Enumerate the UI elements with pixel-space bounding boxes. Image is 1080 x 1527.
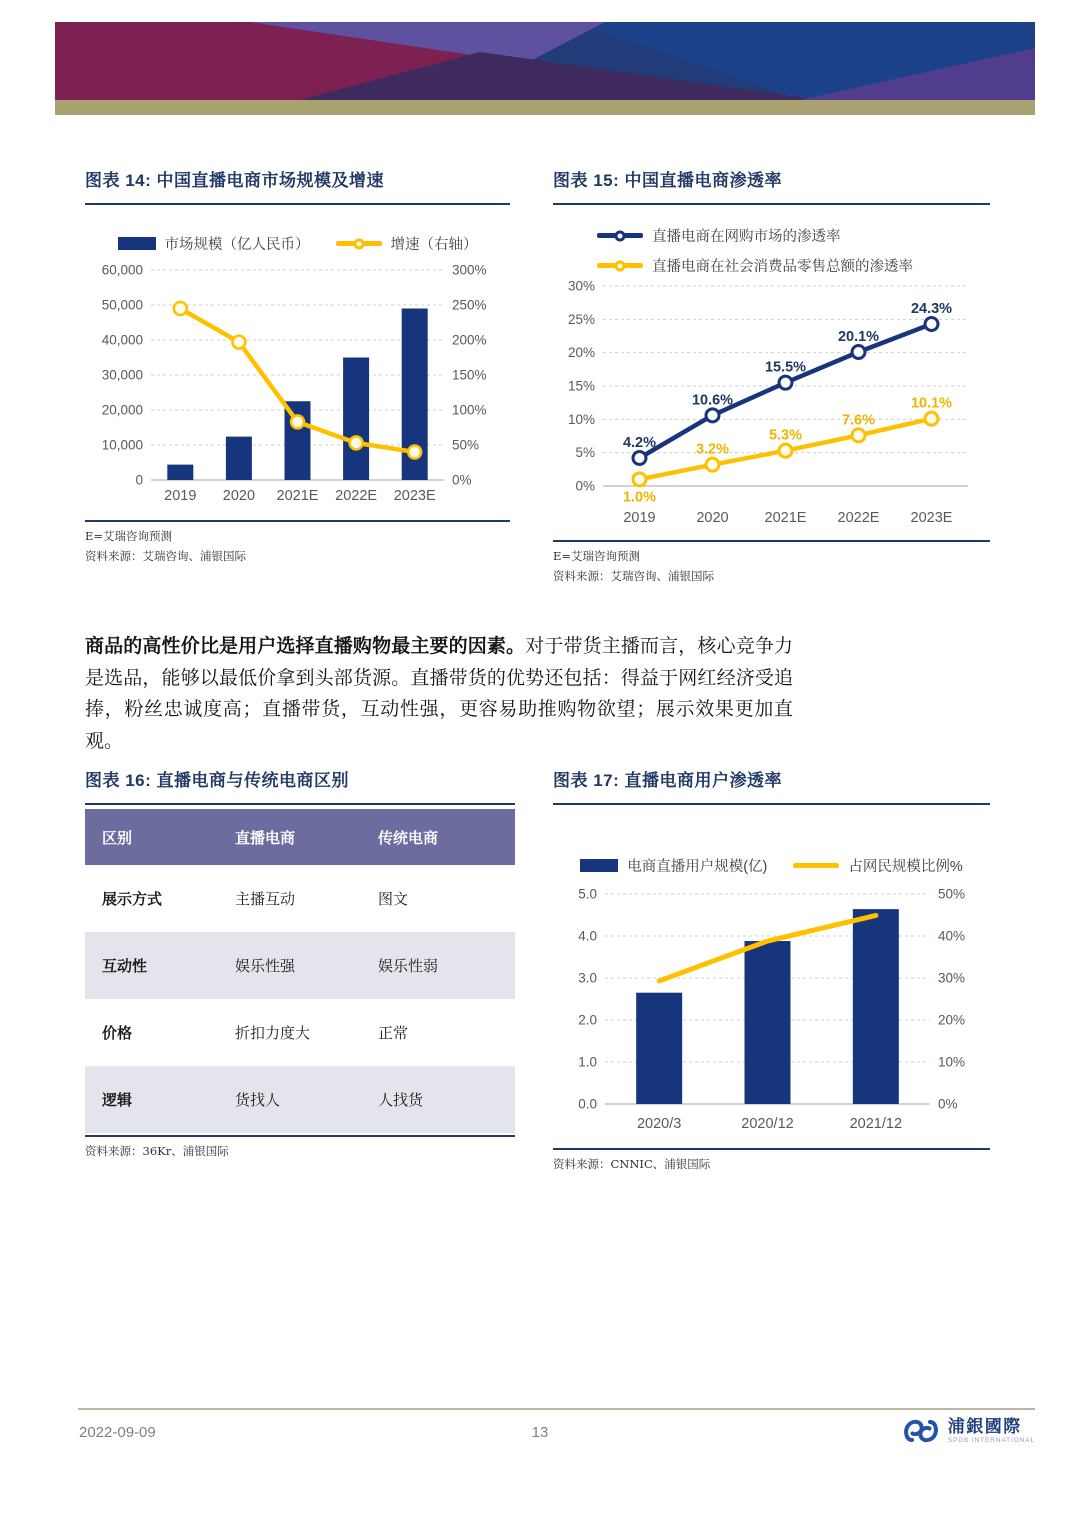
- svg-text:25%: 25%: [567, 311, 595, 327]
- line-swatch: [793, 863, 839, 868]
- line-marker: [779, 376, 792, 389]
- svg-text:150%: 150%: [452, 367, 487, 383]
- svg-text:2023E: 2023E: [910, 510, 953, 526]
- figure-rule: [553, 203, 990, 205]
- data-label: 1.0%: [622, 489, 657, 506]
- figure-rule: [85, 203, 510, 205]
- svg-text:30%: 30%: [938, 970, 966, 986]
- table-row: [85, 1066, 515, 1133]
- table-row: [85, 999, 515, 1066]
- legend-label: 电商直播用户规模(亿): [627, 859, 768, 875]
- svg-text:20,000: 20,000: [101, 402, 143, 418]
- svg-text:300%: 300%: [452, 262, 487, 278]
- table-cell: 展示方式: [102, 891, 163, 908]
- svg-text:2019: 2019: [623, 510, 656, 526]
- table-row: [85, 932, 515, 999]
- svg-text:60,000: 60,000: [101, 262, 143, 278]
- figure-17-legend: [553, 855, 990, 876]
- svg-text:0%: 0%: [452, 472, 472, 488]
- svg-text:5.0: 5.0: [578, 886, 597, 902]
- paragraph-rest: 对于带货主播而言，核心竞争力是选品，能够以最低价拿到头部货源。直播带货的优势还包括：得益于网红经济受追捧，粉丝忠诚度高；直播带货，互动性强，更容易助推购物欲望；展示效果更加直观。: [85, 636, 793, 752]
- brand-name-en: SPDB INTERNATIONAL: [947, 1437, 1035, 1445]
- bar: [636, 993, 682, 1104]
- line-marker: [925, 412, 938, 425]
- figure-rule: [85, 803, 515, 805]
- data-label: 5.3%: [768, 427, 803, 444]
- figure-17-chart: [553, 886, 990, 1138]
- legend-item: [580, 855, 767, 876]
- svg-text:50,000: 50,000: [101, 297, 143, 313]
- table-cell: 逻辑: [102, 1092, 133, 1109]
- bar-swatch: [580, 859, 618, 872]
- table-cell: 人找货: [378, 1092, 424, 1109]
- brand-name-cn: 浦銀國際: [947, 1417, 1022, 1437]
- svg-text:50%: 50%: [938, 886, 966, 902]
- svg-text:30,000: 30,000: [101, 367, 143, 383]
- line-marker: [852, 346, 865, 359]
- figure-16-source: 资料来源：36Kr、浦银国际: [85, 1143, 229, 1158]
- line-marker: [291, 415, 304, 428]
- svg-text:100%: 100%: [452, 402, 487, 418]
- legend-item: [336, 233, 478, 254]
- figure-17-source: 资料来源：CNNIC、浦银国际: [553, 1156, 711, 1171]
- line-marker: [633, 452, 646, 465]
- legend-item: [597, 255, 913, 276]
- footer-brand-text: [948, 1417, 1035, 1444]
- svg-text:10%: 10%: [567, 411, 595, 427]
- figure-16-title: 图表 16: 直播电商与传统电商区别: [85, 771, 350, 790]
- bar: [853, 909, 899, 1104]
- svg-text:5%: 5%: [575, 445, 595, 461]
- data-label: 15.5%: [764, 359, 807, 376]
- line-marker: [350, 436, 363, 449]
- svg-text:20%: 20%: [567, 345, 595, 361]
- svg-text:2021E: 2021E: [764, 510, 807, 526]
- legend-label: 市场规模（亿人民币）: [164, 237, 310, 253]
- table-row: [85, 865, 515, 932]
- body-paragraph: [85, 631, 793, 757]
- spdbi-logo-icon: [903, 1416, 941, 1446]
- figure-rule: [553, 540, 990, 542]
- data-label: 10.6%: [691, 392, 734, 409]
- table-header-row: [85, 809, 515, 865]
- bar-swatch: [118, 237, 156, 250]
- svg-text:2021/12: 2021/12: [849, 1116, 903, 1132]
- legend-item: [118, 233, 310, 254]
- svg-text:2020/12: 2020/12: [741, 1116, 794, 1132]
- line-marker: [408, 446, 421, 459]
- data-label: 7.6%: [841, 412, 876, 429]
- data-label: 10.1%: [910, 395, 953, 412]
- svg-text:2023E: 2023E: [393, 488, 436, 504]
- figure-14-note: E=艾瑞咨询预测: [85, 528, 173, 543]
- line-swatch: [597, 233, 643, 238]
- legend-label: 占网民规模比例%: [848, 859, 963, 875]
- table-header-cell: 直播电商: [235, 829, 296, 847]
- svg-text:2020/3: 2020/3: [636, 1116, 682, 1132]
- line-marker: [174, 302, 187, 315]
- legend-label: 增速（右轴）: [390, 237, 478, 253]
- figure-rule: [85, 520, 510, 522]
- figure-rule: [553, 803, 990, 805]
- figure-14-chart: [85, 262, 510, 510]
- footer-page-number: 13: [531, 1424, 549, 1441]
- svg-text:15%: 15%: [567, 378, 595, 394]
- table-cell: 娱乐性强: [235, 958, 296, 975]
- figure-14-source: 资料来源：艾瑞咨询、浦银国际: [85, 549, 246, 564]
- figure-14-legend: [85, 233, 510, 254]
- table-cell: 娱乐性弱: [378, 958, 439, 975]
- figure-16: [85, 766, 515, 1161]
- svg-text:2022E: 2022E: [335, 488, 378, 504]
- footer-divider: [78, 1408, 1035, 1410]
- legend-label: 直播电商在社会消费品零售总额的渗透率: [652, 259, 913, 275]
- table-cell: 价格: [102, 1025, 133, 1042]
- svg-text:3.0: 3.0: [578, 970, 597, 986]
- svg-text:20%: 20%: [938, 1012, 966, 1028]
- figure-rule: [553, 1148, 990, 1150]
- comparison-table: [85, 809, 515, 1133]
- svg-text:10%: 10%: [938, 1054, 966, 1070]
- marker-dot: [615, 230, 626, 241]
- line-marker: [633, 473, 646, 486]
- data-label: 4.2%: [622, 435, 657, 451]
- line-marker: [232, 336, 245, 349]
- svg-text:0%: 0%: [575, 478, 595, 494]
- table-cell: 货找人: [235, 1092, 281, 1109]
- bar: [343, 358, 369, 481]
- svg-text:40,000: 40,000: [101, 332, 143, 348]
- figure-14-title: 图表 14: 中国直播电商市场规模及增速: [85, 171, 385, 190]
- marker-dot: [353, 238, 364, 249]
- svg-text:0: 0: [135, 472, 143, 488]
- data-label: 3.2%: [695, 441, 730, 458]
- svg-text:2021E: 2021E: [276, 488, 319, 504]
- svg-text:2020: 2020: [222, 488, 256, 504]
- data-label: 20.1%: [837, 329, 880, 345]
- svg-text:40%: 40%: [938, 928, 966, 944]
- figure-15-legend: [553, 225, 990, 276]
- svg-text:2019: 2019: [164, 488, 197, 504]
- figure-15-source: 资料来源：艾瑞咨询、浦银国际: [553, 569, 714, 584]
- figure-17: [553, 766, 990, 1174]
- legend-item: [597, 225, 841, 246]
- data-label: 24.3%: [910, 301, 953, 317]
- header-banner: [55, 22, 1035, 115]
- table-header-cell: 区别: [102, 829, 133, 847]
- table-cell: 正常: [378, 1025, 409, 1042]
- line-swatch: [597, 263, 643, 268]
- svg-text:250%: 250%: [452, 297, 487, 313]
- svg-text:10,000: 10,000: [101, 437, 143, 453]
- banner-art: [55, 22, 1035, 115]
- footer-date: 2022-09-09: [79, 1424, 156, 1441]
- svg-text:200%: 200%: [452, 332, 487, 348]
- svg-text:0%: 0%: [938, 1096, 958, 1112]
- figure-rule: [85, 1135, 515, 1137]
- svg-text:2022E: 2022E: [837, 510, 880, 526]
- figure-15: [553, 166, 990, 587]
- svg-text:50%: 50%: [452, 437, 480, 453]
- paragraph-bold-lead: 商品的高性价比是用户选择直播购物最主要的因素。: [85, 636, 526, 657]
- table-cell: 图文: [378, 891, 409, 908]
- svg-text:30%: 30%: [567, 280, 595, 294]
- figure-15-note: E=艾瑞咨询预测: [553, 548, 641, 563]
- line-marker: [706, 458, 719, 471]
- marker-dot: [615, 260, 626, 271]
- figure-15-title: 图表 15: 中国直播电商渗透率: [553, 171, 783, 190]
- table-cell: 互动性: [102, 958, 148, 975]
- bar: [226, 437, 252, 480]
- line-swatch: [336, 241, 382, 246]
- svg-text:1.0: 1.0: [578, 1054, 597, 1070]
- legend-item: [793, 855, 962, 876]
- bar: [745, 941, 791, 1104]
- figure-15-chart: [553, 280, 990, 532]
- table-header-cell: 传统电商: [378, 829, 439, 847]
- svg-text:2020: 2020: [696, 510, 729, 526]
- table-cell: 折扣力度大: [235, 1025, 311, 1042]
- line-marker: [779, 444, 792, 457]
- line-marker: [706, 409, 719, 422]
- figure-17-title: 图表 17: 直播电商用户渗透率: [553, 771, 783, 790]
- svg-text:4.0: 4.0: [578, 928, 597, 944]
- svg-text:0.0: 0.0: [578, 1096, 597, 1112]
- legend-label: 直播电商在网购市场的渗透率: [652, 229, 841, 245]
- line-marker: [925, 318, 938, 331]
- figure-14: [85, 166, 510, 567]
- footer-brand: [903, 1416, 1035, 1446]
- line-marker: [852, 429, 865, 442]
- svg-text:2.0: 2.0: [578, 1012, 597, 1028]
- bar: [167, 465, 193, 480]
- table-cell: 主播互动: [235, 891, 296, 908]
